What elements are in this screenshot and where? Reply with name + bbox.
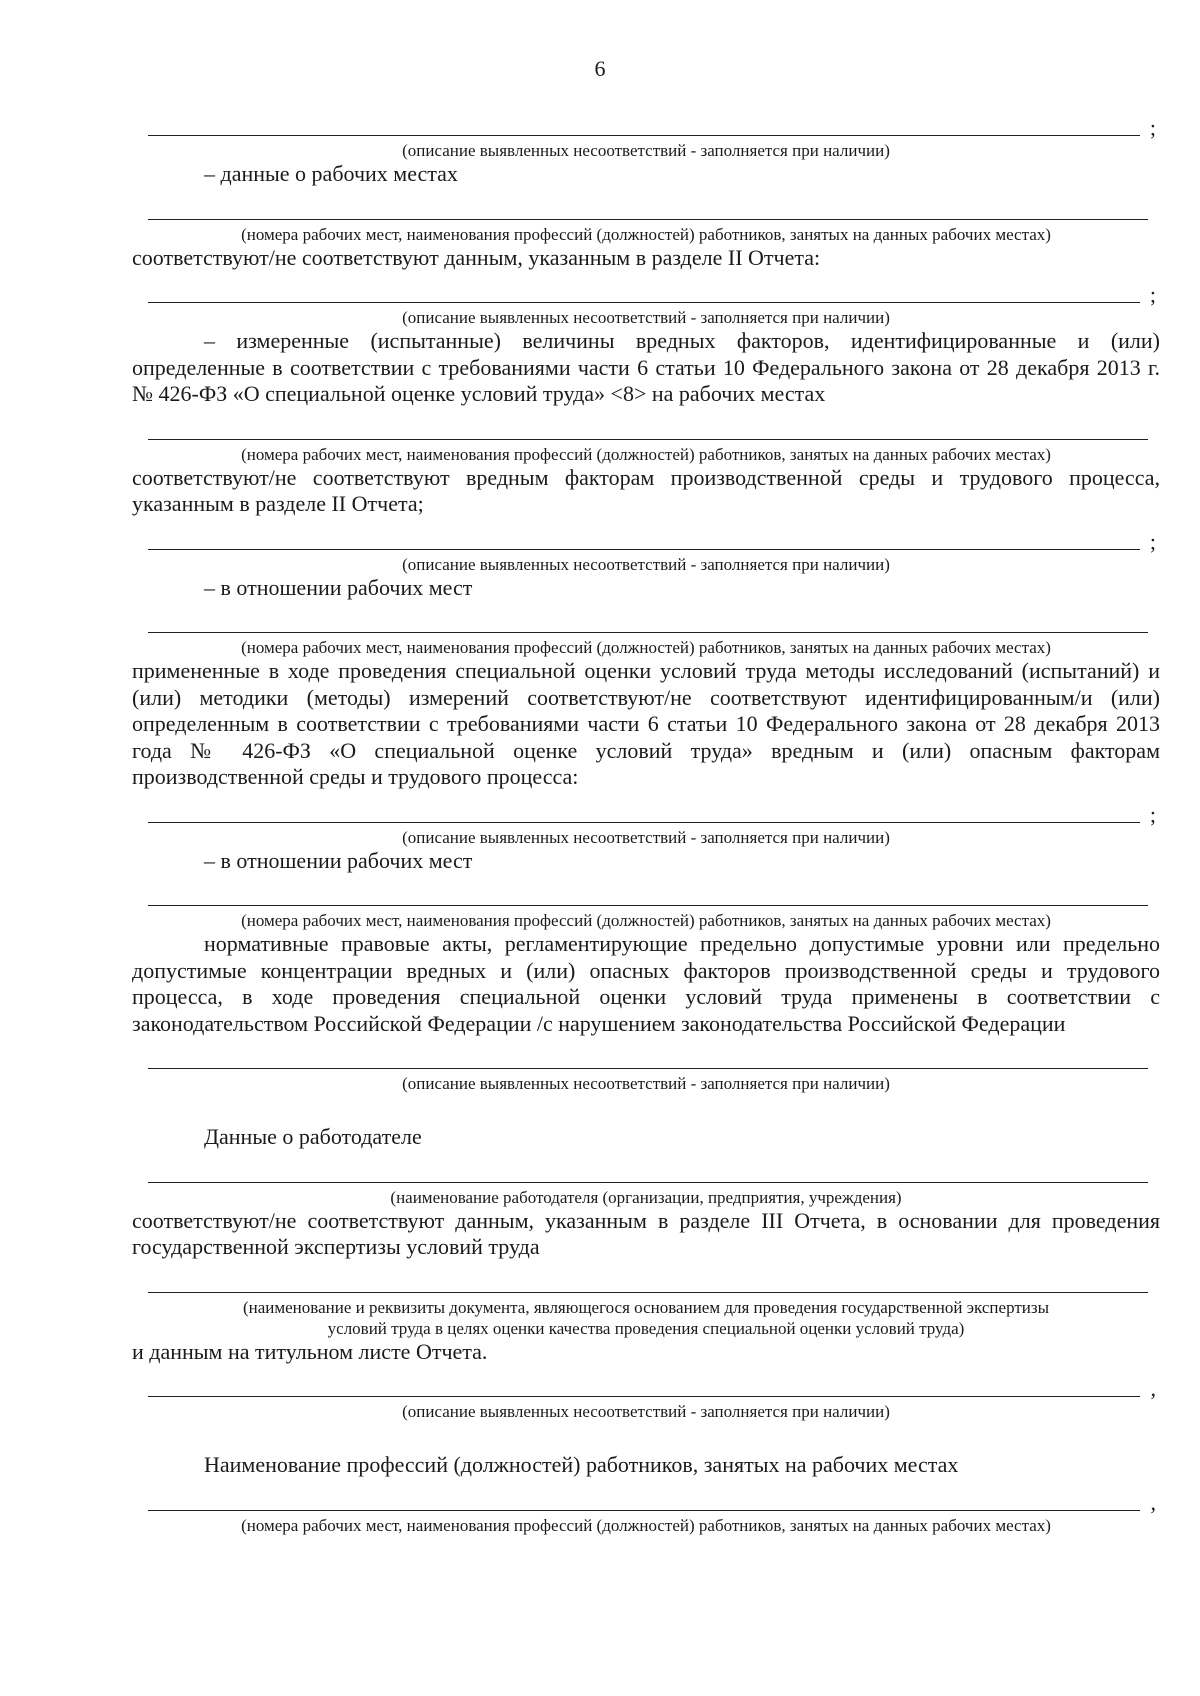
paragraph-employer-data: Данные о работодателе (204, 1124, 422, 1149)
caption-basis-line-1: (наименование и реквизиты документа, являющегося основанием для проведения государственной экспертизы (242, 1297, 1050, 1317)
spacer (132, 1422, 1160, 1452)
fill-rule (148, 905, 1148, 906)
fill-line (132, 1151, 1160, 1187)
paragraph-methods: примененные в ходе проведения специальной оценки условий труда методы исследований (испытаний) и (или) методики (методы) измерений соответствуют/не соответствуют идентифицированным/и (или) определенным в соответствии с требованиями части 6 статьи 10 Федерального закона от 28 декабря 2013 года № 426-ФЗ «О специальной оценке условий труда» вредным и (или) опасным факторам производственной среды и трудового процесса: (132, 658, 1160, 789)
paragraph-regarding-workplaces: – в отношении рабочих мест (204, 574, 473, 600)
paragraph-regarding-workplaces: – в отношении рабочих мест (204, 847, 473, 873)
fill-rule (148, 135, 1140, 136)
fill-rule (148, 1510, 1140, 1511)
caption-workplaces: (номера рабочих мест, наименования профессий (должностей) работников, занятых на данных рабочих местах) (241, 1515, 1051, 1535)
page-number: 6 (594, 56, 606, 81)
caption-discrepancy: (описание выявленных несоответствий - заполняется при наличии) (402, 308, 890, 327)
paragraph-correspond-factors: соответствуют/не соответствуют вредным факторам производственной среды и трудового процесса, указанным в разделе II Отчета; (132, 464, 1160, 516)
caption-workplaces: (номера рабочих мест, наименования профессий (должностей) работников, занятых на данных рабочих местах) (241, 638, 1051, 657)
paragraph-correspond-section-3: соответствуют/не соответствуют данным, указанным в разделе III Отчета, в основании для проведения государственной экспертизы условий труда (132, 1207, 1160, 1259)
caption-discrepancy: (описание выявленных несоответствий - заполняется при наличии) (402, 1402, 890, 1421)
paragraph-correspond-section-2: соответствуют/не соответствуют данным, указанным в разделе II Отчета: (132, 244, 821, 270)
caption-basis-line-2: условий труда в целях оценки качества проведения специальной оценки условий труда) (327, 1318, 965, 1338)
fill-line (132, 1261, 1160, 1297)
fill-rule (148, 1068, 1148, 1069)
fill-rule (148, 1292, 1148, 1293)
paragraph-title-page: и данным на титульном листе Отчета. (132, 1338, 488, 1364)
caption-discrepancy: (описание выявленных несоответствий - заполняется при наличии) (402, 827, 890, 847)
paragraph-professions: Наименование профессий (должностей) работников, занятых на рабочих местах (204, 1452, 959, 1477)
caption-discrepancy: (описание выявленных несоответствий - заполняется при наличии) (402, 554, 890, 574)
line-end-mark: ; (1149, 801, 1156, 827)
caption-workplaces: (номера рабочих мест, наименования профессий (должностей) работников, занятых на данных рабочих местах) (241, 224, 1051, 244)
fill-line (132, 518, 1160, 554)
fill-line (132, 874, 1160, 910)
fill-line (132, 601, 1160, 637)
fill-line (132, 1037, 1160, 1073)
caption-workplaces: (номера рабочих мест, наименования профессий (должностей) работников, занятых на данных рабочих местах) (241, 444, 1051, 464)
form-content (132, 104, 1160, 1536)
fill-rule (148, 1182, 1148, 1183)
line-end-mark: ; (1149, 528, 1156, 554)
line-end-mark: ; (1149, 115, 1156, 140)
line-end-mark: , (1150, 1489, 1156, 1515)
fill-rule (148, 549, 1140, 550)
spacer (132, 1094, 1160, 1124)
paragraph-regulations: нормативные правовые акты, регламентирующие предельно допустимые уровни или предельно допустимые концентрации вредных и (или) опасных факторов производственной среды и трудового процесса, в ходе проведения специальной оценки условий труда применены в соответствии с законодательством Российской Федерации /с нарушением законодательства Российской Федерации (132, 931, 1160, 1036)
fill-line (132, 791, 1160, 827)
fill-line (132, 271, 1160, 307)
paragraph-workplace-data: – данные о рабочих местах (204, 161, 458, 186)
fill-rule (148, 439, 1148, 440)
line-end-mark: ; (1149, 282, 1156, 307)
caption-discrepancy: (описание выявленных несоответствий - заполняется при наличии) (402, 1074, 890, 1093)
fill-line (132, 1365, 1160, 1401)
fill-rule (148, 632, 1148, 633)
fill-line (132, 408, 1160, 444)
caption-discrepancy: (описание выявленных несоответствий - заполняется при наличии) (402, 141, 890, 160)
fill-rule (148, 1396, 1140, 1397)
paragraph-measured-factors: – измеренные (испытанные) величины вредных факторов, идентифицированные и (или) определенные в соответствии с требованиями части 6 статьи 10 Федерального закона от 28 декабря 2013 г. № 426-ФЗ «О специальной оценке условий труда» <8> на рабочих местах (132, 328, 1160, 406)
caption-workplaces: (номера рабочих мест, наименования профессий (должностей) работников, занятых на данных рабочих местах) (241, 911, 1051, 930)
fill-rule (148, 302, 1140, 303)
fill-line (132, 104, 1160, 140)
fill-rule (148, 219, 1148, 220)
caption-employer: (наименование работодателя (организации, предприятия, учреждения) (390, 1187, 902, 1207)
fill-line (132, 1479, 1160, 1515)
fill-rule (148, 822, 1140, 823)
fill-line (132, 188, 1160, 224)
line-end-mark: , (1150, 1376, 1156, 1401)
